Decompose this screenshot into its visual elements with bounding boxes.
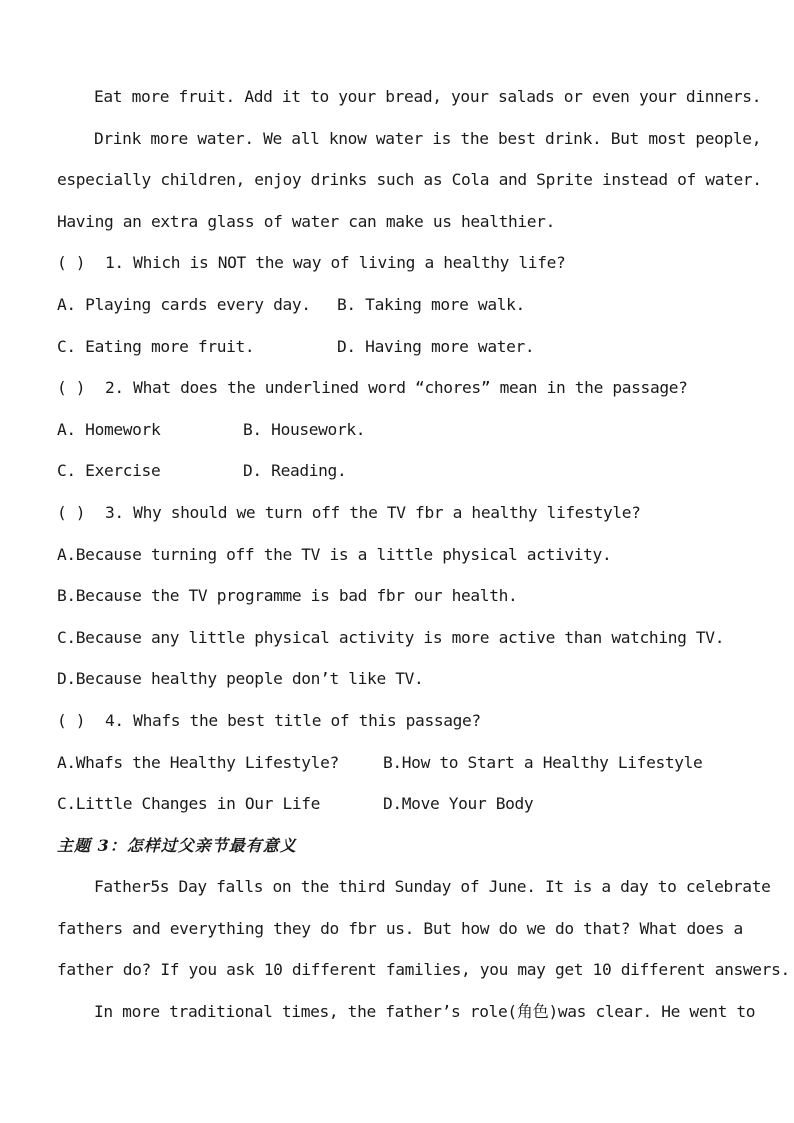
- answer-blank-2[interactable]: ( ): [57, 378, 86, 398]
- q3-option-d: D.Because healthy people don’t like TV.: [57, 669, 424, 689]
- document-page: [57, 84, 790, 1041]
- question-2: [57, 375, 741, 417]
- topic-3-paragraph-1-line-2: fathers and everything they do fbr us. But how do we do that? What does a: [57, 918, 743, 938]
- answer-blank-3[interactable]: ( ): [57, 502, 86, 522]
- question-3-text: 3. Why should we turn off the TV fbr a healthy lifestyle?: [105, 502, 641, 522]
- q4-option-c: C.Little Changes in Our Life: [57, 794, 321, 814]
- question-1-text: 1. Which is NOT the way of living a healthy life?: [105, 253, 566, 273]
- question-1: [57, 250, 741, 292]
- paragraph-water-line-1: Drink more water. We all know water is the best drink. But most people,: [94, 128, 762, 148]
- question-2-text: 2. What does the underlined word “chores” mean in the passage?: [105, 378, 688, 398]
- paragraph-water-line-2: especially children, enjoy drinks such as Cola and Sprite instead of water.: [57, 170, 762, 190]
- paragraph-water-line-3: Having an extra glass of water can make us healthier.: [57, 211, 555, 231]
- question-1-options-row-1: [57, 292, 741, 334]
- q2-option-b: B. Housework.: [243, 419, 366, 439]
- question-4-text: 4. Whafs the best title of this passage?: [105, 710, 481, 730]
- q1-option-d: D. Having more water.: [337, 336, 535, 356]
- q1-option-a: A. Playing cards every day.: [57, 294, 311, 314]
- q3-option-c: C.Because any little physical activity is more active than watching TV.: [57, 627, 725, 647]
- topic-3-paragraph-2-line-1: In more traditional times, the father’s role(角色)was clear. He went to: [94, 1002, 756, 1022]
- paragraph-fruit: Eat more fruit. Add it to your bread, your salads or even your dinners.: [94, 87, 762, 106]
- question-1-options-row-2: [57, 334, 741, 376]
- question-4-options-row-1: [57, 750, 741, 792]
- q1-option-c: C. Eating more fruit.: [57, 336, 255, 356]
- q4-option-b: B.How to Start a Healthy Lifestyle: [383, 752, 703, 772]
- topic-3-heading: 主题 3：怎样过父亲节最有意义: [57, 835, 297, 855]
- answer-blank-4[interactable]: ( ): [57, 710, 86, 730]
- q3-option-a: A.Because turning off the TV is a little physical activity.: [57, 544, 612, 564]
- question-4: [57, 708, 741, 750]
- q2-option-c: C. Exercise: [57, 461, 161, 481]
- answer-blank-1[interactable]: ( ): [57, 253, 86, 273]
- q2-option-a: A. Homework: [57, 419, 161, 439]
- topic-3-paragraph-1-line-3: father do? If you ask 10 different families, you may get 10 different answers.: [57, 960, 790, 980]
- q2-option-d: D. Reading.: [243, 461, 347, 481]
- question-2-options-row-1: [57, 417, 741, 459]
- question-4-options-row-2: [57, 791, 741, 833]
- q4-option-a: A.Whafs the Healthy Lifestyle?: [57, 752, 339, 772]
- question-2-options-row-2: [57, 458, 741, 500]
- q1-option-b: B. Taking more walk.: [337, 294, 525, 314]
- topic-3-paragraph-1-line-1: Father5s Day falls on the third Sunday of June. It is a day to celebrate: [94, 877, 771, 897]
- q3-option-b: B.Because the TV programme is bad fbr our health.: [57, 586, 518, 606]
- question-3: [57, 500, 741, 542]
- q4-option-d: D.Move Your Body: [383, 794, 534, 814]
